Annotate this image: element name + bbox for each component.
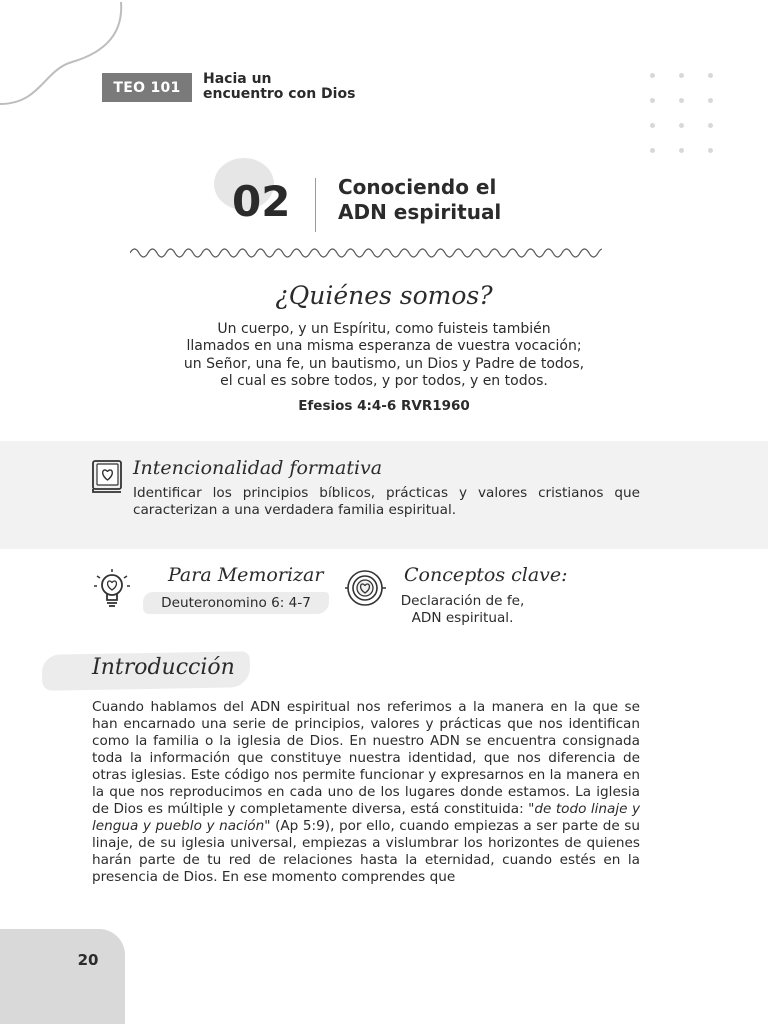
intro-text-italic: de todo linaje y lengua y pueblo y nación bbox=[92, 801, 640, 834]
intro-text-part1: Cuando hablamos del ADN espiritual nos referimos a la manera en la que se han encarnado una serie de principios, valores y prácticas que nos identifican como la familia o la iglesia de Dios. En nuestro ADN se encuentra consignada toda la información que constituye nuestra identidad, que nos diferencia de otras iglesias. Este código nos permite funcionar y expresarnos en la manera en la que nos reproducimos en cada uno de los lugares donde estamos. La iglesia de Dios es múltiple y completamente diversa, está constituida: " bbox=[92, 699, 640, 817]
wavy-divider bbox=[130, 243, 602, 263]
dot-grid-decoration bbox=[650, 73, 722, 155]
chapter-title-line2: ADN espiritual bbox=[338, 200, 502, 224]
course-title bbox=[203, 72, 355, 102]
quote-reference: Efesios 4:4-6 RVR1960 bbox=[298, 398, 470, 414]
concepts-heading: Conceptos clave: bbox=[404, 564, 568, 586]
memorize-text: Deuteronomino 6: 4-7 bbox=[161, 595, 311, 611]
quote-line-2: llamados en una misma esperanza de vuestra vocación; bbox=[186, 338, 582, 355]
lightbulb-heart-icon bbox=[92, 568, 132, 610]
chapter-divider bbox=[315, 178, 316, 232]
chapter-number: 02 bbox=[232, 177, 291, 226]
quote-line-4: el cual es sobre todos, y por todos, y en todos. bbox=[220, 372, 548, 389]
memorize-heading: Para Memorizar bbox=[168, 564, 324, 586]
objective-text: Identificar los principios bíblicos, prácticas y valores cristianos que caracterizan a una verdadera familia espiritual. bbox=[133, 485, 640, 518]
intro-text-part2: " (Ap 5:9), por ello, cuando empiezas a ser parte de su linaje, de su iglesia universal, empiezas a vislumbrar los horizontes de quienes harán parte de tu red de relaciones hasta la eternidad, cuando estés en la presencia de Dios. En ese momento comprendes que bbox=[92, 818, 640, 885]
objective-heading: Intencionalidad formativa bbox=[133, 457, 383, 479]
book-heart-icon bbox=[91, 459, 125, 495]
quote-heading: ¿Quiénes somos? bbox=[275, 281, 493, 310]
bible-quote bbox=[120, 321, 648, 390]
course-code-badge: TEO 101 bbox=[102, 73, 192, 102]
intro-heading: Introducción bbox=[92, 655, 235, 680]
course-title-line2: encuentro con Dios bbox=[203, 86, 356, 102]
concepts-text bbox=[380, 593, 545, 627]
chapter-title bbox=[338, 175, 501, 225]
page-number-tab bbox=[0, 929, 125, 1024]
concepts-line-2: ADN espiritual. bbox=[411, 610, 514, 626]
concepts-line-1: Declaración de fe, bbox=[400, 593, 525, 609]
quote-line-1: Un cuerpo, y un Espíritu, como fuisteis también bbox=[217, 321, 551, 337]
intro-paragraph bbox=[92, 699, 640, 886]
quote-line-3: un Señor, una fe, un bautismo, un Dios y Padre de todos, bbox=[183, 355, 585, 372]
course-title-line1: Hacia un bbox=[203, 71, 272, 87]
page-number: 20 bbox=[77, 951, 99, 969]
chapter-title-line1: Conociendo el bbox=[338, 175, 497, 199]
